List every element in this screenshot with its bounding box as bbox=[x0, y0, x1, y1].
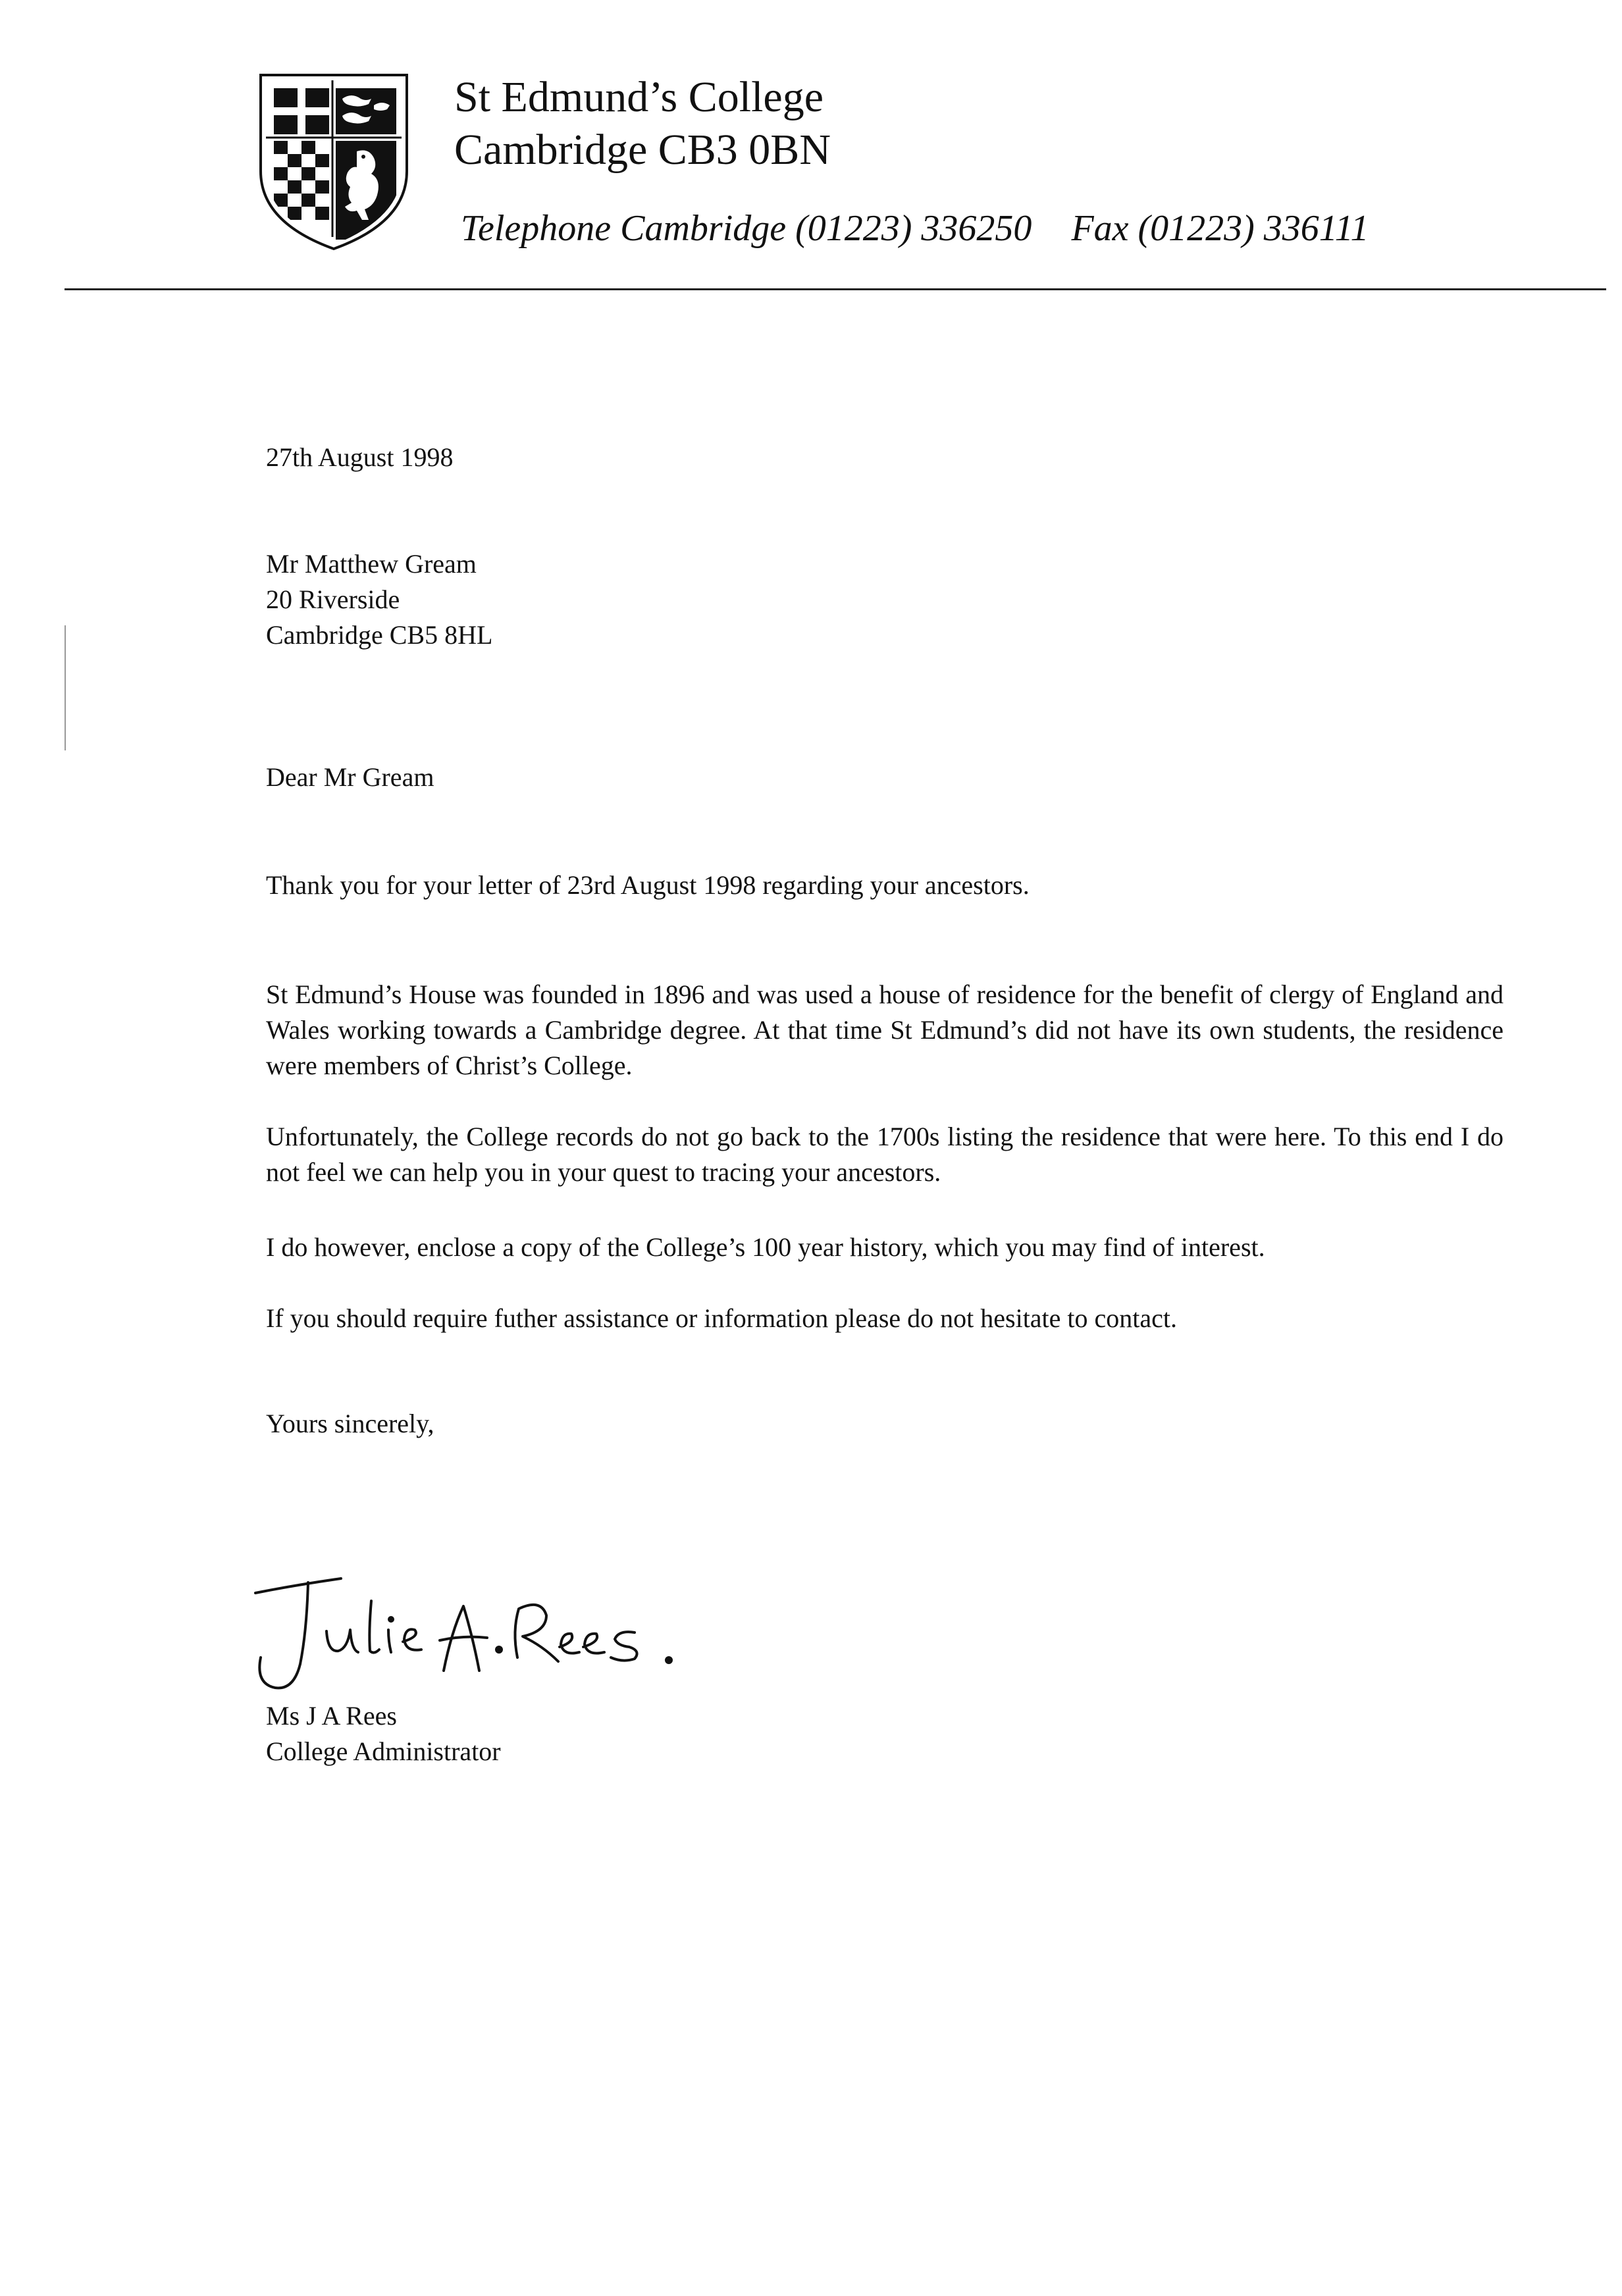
recipient-name: Mr Matthew Gream bbox=[266, 549, 477, 579]
recipient-city: Cambridge CB5 8HL bbox=[266, 620, 493, 650]
college-name: St Edmund’s College bbox=[454, 73, 824, 121]
closing: Yours sincerely, bbox=[266, 1409, 434, 1438]
letter-paragraph: Unfortunately, the College records do not go back to the 1700s listing the residence that were here. To this end I do not feel we can help you in your quest to tracing your ancestors. bbox=[266, 1122, 1504, 1187]
telephone-number: Telephone Cambridge (01223) 336250 bbox=[461, 208, 1032, 249]
letter-paragraph: If you should require futher assistance or information please do not hesitate to contact. bbox=[266, 1303, 1178, 1333]
college-address: Cambridge CB3 0BN bbox=[454, 126, 831, 174]
salutation: Dear Mr Gream bbox=[266, 762, 434, 792]
letter-date: 27th August 1998 bbox=[266, 442, 454, 472]
recipient-street: 20 Riverside bbox=[266, 585, 400, 614]
letter-paragraph: I do however, enclose a copy of the College’s 100 year history, which you may find of interest. bbox=[266, 1232, 1265, 1262]
college-crest-logo bbox=[258, 72, 409, 250]
fax-number: Fax (01223) 336111 bbox=[1071, 208, 1369, 249]
letter-paragraph: St Edmund’s House was founded in 1896 and was used a house of residence for the benefit of clergy of England and Wales working towards a Cambridge degree. At that time St Edmund’s did not have its own students, the residence were members of Christ’s College. bbox=[266, 979, 1504, 1080]
signer-title: College Administrator bbox=[266, 1736, 501, 1766]
letterhead-divider bbox=[65, 288, 1606, 290]
contact-line bbox=[461, 205, 1369, 251]
handwritten-signature bbox=[242, 1559, 716, 1697]
margin-mark bbox=[65, 625, 66, 750]
letter-paragraph: Thank you for your letter of 23rd August 1998 regarding your ancestors. bbox=[266, 870, 1030, 900]
signer-name: Ms J A Rees bbox=[266, 1701, 397, 1731]
